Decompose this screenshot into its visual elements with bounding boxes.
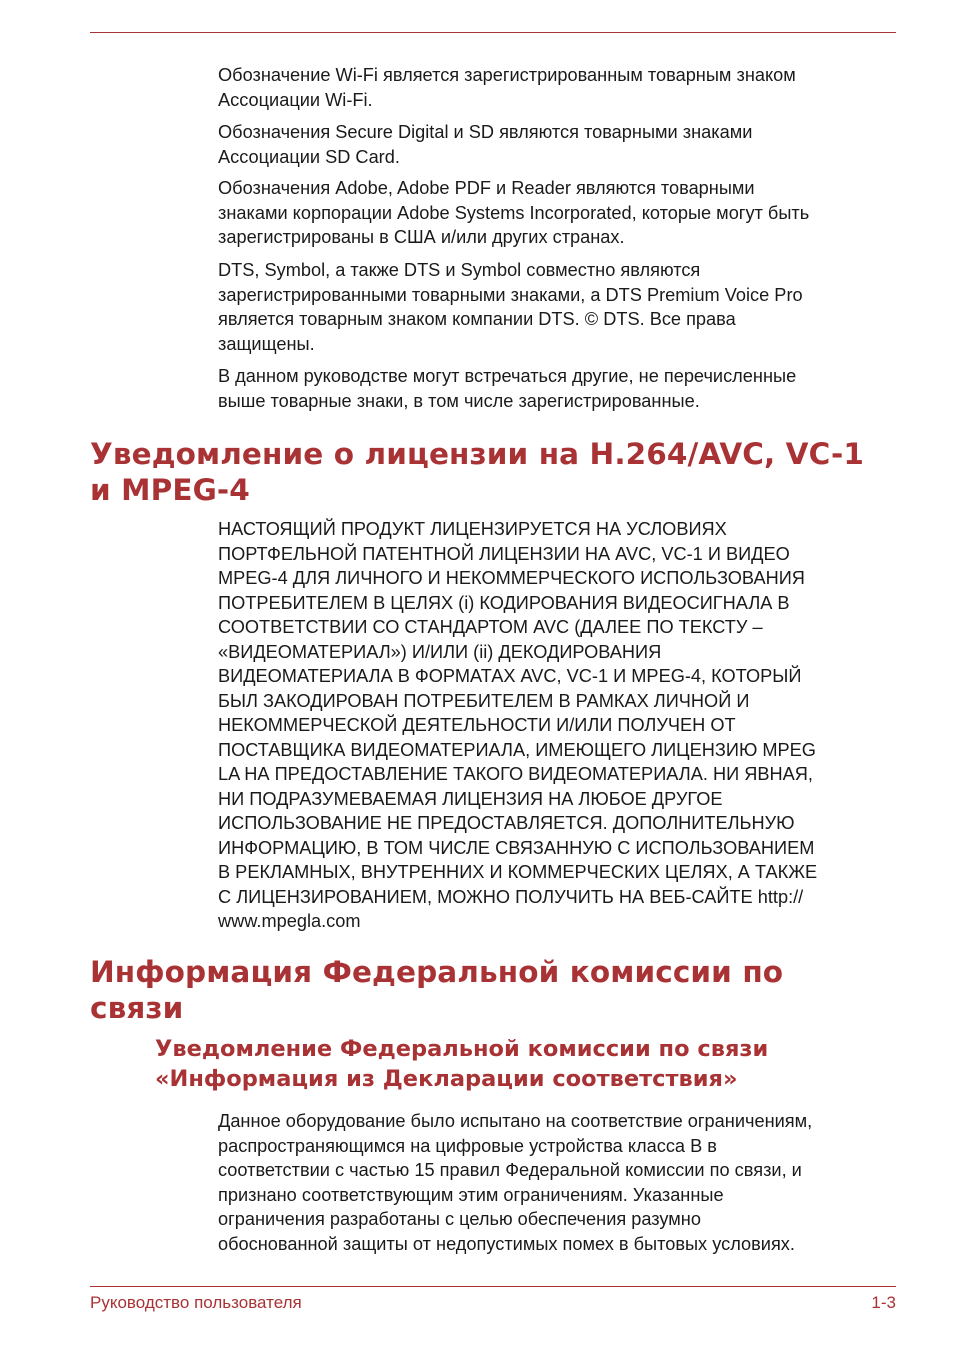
trademark-text: DTS, Symbol, а также DTS и Symbol совместно являются зарегистрированными товарными знаками, а DTS Premium Voice Pro является товарным знаком компании DTS. © DTS. Все права защищены. (218, 260, 803, 354)
trademark-text: Обозначения Adobe, Adobe PDF и Reader являются товарными знаками корпорации Adobe Systems Incorporated, которые могут быть зарегистрированы в США и/или других странах. (218, 178, 810, 247)
trademark-text: Обозначения Secure Digital и SD являются товарными знаками Ассоциации SD Card. (218, 122, 753, 167)
fcc-text: Данное оборудование было испытано на соответствие ограничениям, распространяющимся на цифровые устройства класса B в соответствии с частью 15 правил Федеральной комиссии по связи, и признано соответствующим этим ограничениям. Указанные ограничения разработаны с целью обеспечения разумно обоснованной защиты от недопустимых помех в бытовых условиях. (218, 1111, 813, 1254)
footer-rule (90, 1286, 896, 1287)
trademark-paragraph-dts (218, 258, 898, 356)
trademark-text: В данном руководстве могут встречаться другие, не перечисленные выше товарные знаки, в том числе зарегистрированные. (218, 366, 797, 411)
license-body (218, 517, 898, 934)
fcc-subheading: Уведомление Федеральной комиссии по связи «Информация из Декларации соответствия» (155, 1036, 769, 1092)
trademark-paragraph-adobe (218, 176, 898, 250)
trademark-paragraph-wifi (218, 63, 898, 112)
fcc-body (218, 1109, 898, 1256)
license-text: НАСТОЯЩИЙ ПРОДУКТ ЛИЦЕНЗИРУЕТСЯ НА УСЛОВИЯХ ПОРТФЕЛЬНОЙ ПАТЕНТНОЙ ЛИЦЕНЗИИ НА AVC, VC-1 И ВИДЕО MPEG-4 ДЛЯ ЛИЧНОГО И НЕКОММЕРЧЕСКОГО ИСПОЛЬЗОВАНИЯ ПОТРЕБИТЕЛЕМ В ЦЕЛЯХ (i) КОДИРОВАНИЯ ВИДЕОСИГНАЛА В СООТВЕТСТВИИ СО СТАНДАРТОМ AVC (ДАЛЕЕ ПО ТЕКСТУ – «ВИДЕОМАТЕРИАЛ») И/ИЛИ (ii) ДЕКОДИРОВАНИЯ ВИДЕОМАТЕРИАЛА В ФОРМАТАХ AVC, VC-1 И MPEG-4, КОТОРЫЙ БЫЛ ЗАКОДИРОВАН ПОТРЕБИТЕЛЕМ В РАМКАХ ЛИЧНОЙ И НЕКОММЕРЧЕСКОЙ ДЕЯТЕЛЬНОСТИ И/ИЛИ ПОЛУЧЕН ОТ ПОСТАВЩИКА ВИДЕОМАТЕРИАЛА, ИМЕЮЩЕГО ЛИЦЕНЗИЮ MPEG LA НА ПРЕДОСТАВЛЕНИЕ ТАКОГО ВИДЕОМАТЕРИАЛА. НИ ЯВНАЯ, НИ ПОДРАЗУМЕВАЕМАЯ ЛИЦЕНЗИЯ НА ЛЮБОЕ ДРУГОЕ ИСПОЛЬЗОВАНИЕ НЕ ПРЕДОСТАВЛЯЕТСЯ. ДОПОЛНИТЕЛЬНУЮ ИНФОРМАЦИЮ, В ТОМ ЧИСЛЕ СВЯЗАННУЮ С ИСПОЛЬЗОВАНИЕМ В РЕКЛАМНЫХ, ВНУТРЕННИХ И КОММЕРЧЕСКИХ ЦЕЛЯХ, А ТАКЖЕ С ЛИЦЕНЗИРОВАНИЕМ, МОЖНО ПОЛУЧИТЬ НА ВЕБ-САЙТЕ http:// www.mpegla.com (218, 519, 818, 931)
footer-title: Руководство пользователя (90, 1293, 302, 1312)
page-number: 1-3 (871, 1293, 896, 1312)
header-rule (90, 32, 896, 33)
trademark-paragraph-sd (218, 120, 898, 169)
trademark-text: Обозначение Wi-Fi является зарегистрированным товарным знаком Ассоциации Wi-Fi. (218, 65, 796, 110)
license-heading: Уведомление о лицензии на H.264/AVC, VC-1 и MPEG-4 (90, 437, 865, 507)
trademark-paragraph-other (218, 364, 898, 413)
fcc-heading: Информация Федеральной комиссии по связи (90, 955, 784, 1025)
